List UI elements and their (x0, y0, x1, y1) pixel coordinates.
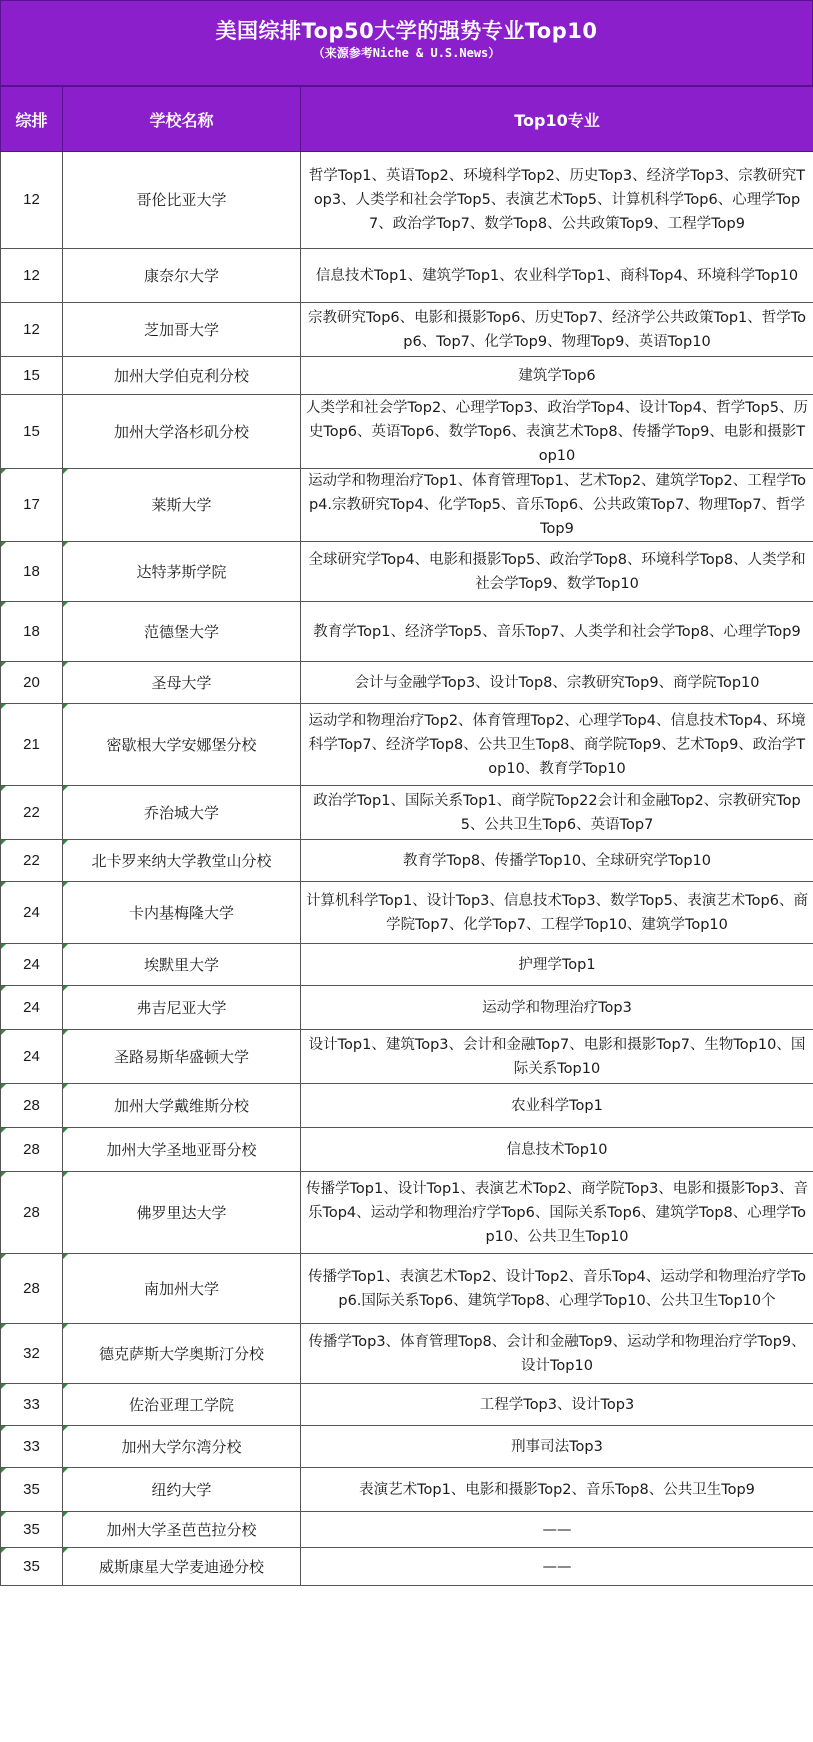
table-row (1, 1128, 813, 1172)
school-name-cell[interactable]: 加州大学尔湾分校 (63, 1426, 301, 1468)
rank-cell[interactable]: 24 (1, 944, 63, 986)
school-name-cell[interactable]: 加州大学圣芭芭拉分校 (63, 1512, 301, 1548)
top-majors-cell[interactable]: 运动学和物理治疗Top3 (301, 986, 813, 1030)
top-majors-cell[interactable]: 传播学Top3、体育管理Top8、会计和金融Top9、运动学和物理治疗学Top9、设计Top10 (301, 1324, 813, 1384)
rank-cell[interactable]: 28 (1, 1254, 63, 1324)
school-name-cell[interactable]: 加州大学戴维斯分校 (63, 1084, 301, 1128)
table-row (1, 1426, 813, 1468)
header-majors[interactable]: Top10专业 (301, 87, 813, 152)
table-row (1, 152, 813, 249)
top-majors-cell[interactable]: 人类学和社会学Top2、心理学Top3、政治学Top4、设计Top4、哲学Top5、历史Top6、英语Top6、数学Top6、表演艺术Top8、传播学Top9、电影和摄影Top10 (301, 395, 813, 469)
table-row (1, 1548, 813, 1586)
top-majors-cell[interactable]: 信息技术Top10 (301, 1128, 813, 1172)
rank-cell[interactable]: 22 (1, 786, 63, 840)
rank-cell[interactable]: 12 (1, 303, 63, 357)
table-row (1, 662, 813, 704)
rank-cell[interactable]: 32 (1, 1324, 63, 1384)
school-name-cell[interactable]: 威斯康星大学麦迪逊分校 (63, 1548, 301, 1586)
school-name-cell[interactable]: 北卡罗来纳大学教堂山分校 (63, 840, 301, 882)
top-majors-cell[interactable]: —— (301, 1548, 813, 1586)
rank-cell[interactable]: 18 (1, 602, 63, 662)
school-name-cell[interactable]: 佛罗里达大学 (63, 1172, 301, 1254)
rank-cell[interactable]: 15 (1, 395, 63, 469)
top-majors-cell[interactable]: 建筑学Top6 (301, 357, 813, 395)
table-row (1, 786, 813, 840)
table-row (1, 1512, 813, 1548)
school-name-cell[interactable]: 卡内基梅隆大学 (63, 882, 301, 944)
rank-cell[interactable]: 33 (1, 1426, 63, 1468)
school-name-cell[interactable]: 加州大学伯克利分校 (63, 357, 301, 395)
rank-cell[interactable]: 21 (1, 704, 63, 786)
top-majors-cell[interactable]: 宗教研究Top6、电影和摄影Top6、历史Top7、经济学公共政策Top1、哲学Top6、Top7、化学Top9、物理Top9、英语Top10 (301, 303, 813, 357)
top-majors-cell[interactable]: 工程学Top3、设计Top3 (301, 1384, 813, 1426)
top-majors-cell[interactable]: 全球研究学Top4、电影和摄影Top5、政治学Top8、环境科学Top8、人类学和社会学Top9、数学Top10 (301, 542, 813, 602)
rank-cell[interactable]: 24 (1, 1030, 63, 1084)
top-majors-cell[interactable]: 设计Top1、建筑Top3、会计和金融Top7、电影和摄影Top7、生物Top10、国际关系Top10 (301, 1030, 813, 1084)
table-row (1, 1030, 813, 1084)
school-name-cell[interactable]: 埃默里大学 (63, 944, 301, 986)
rank-cell[interactable]: 18 (1, 542, 63, 602)
header-row (1, 87, 813, 152)
table-row (1, 882, 813, 944)
rank-cell[interactable]: 12 (1, 249, 63, 303)
top-majors-cell[interactable]: 会计与金融学Top3、设计Top8、宗教研究Top9、商学院Top10 (301, 662, 813, 704)
table-row (1, 1384, 813, 1426)
school-name-cell[interactable]: 圣路易斯华盛顿大学 (63, 1030, 301, 1084)
top-majors-cell[interactable]: 农业科学Top1 (301, 1084, 813, 1128)
header-school[interactable]: 学校名称 (63, 87, 301, 152)
rank-cell[interactable]: 33 (1, 1384, 63, 1426)
rank-cell[interactable]: 24 (1, 986, 63, 1030)
school-name-cell[interactable]: 密歇根大学安娜堡分校 (63, 704, 301, 786)
top-majors-cell[interactable]: 教育学Top8、传播学Top10、全球研究学Top10 (301, 840, 813, 882)
top-majors-cell[interactable]: 哲学Top1、英语Top2、环境科学Top2、历史Top3、经济学Top3、宗教研究Top3、人类学和社会学Top5、表演艺术Top5、计算机科学Top6、心理学Top7、政治学Top7、数学Top8、公共政策Top9、工程学Top9 (301, 152, 813, 249)
rank-cell[interactable]: 28 (1, 1172, 63, 1254)
table-row (1, 542, 813, 602)
top-majors-cell[interactable]: 计算机科学Top1、设计Top3、信息技术Top3、数学Top5、表演艺术Top6、商学院Top7、化学Top7、工程学Top10、建筑学Top10 (301, 882, 813, 944)
school-name-cell[interactable]: 乔治城大学 (63, 786, 301, 840)
top-majors-cell[interactable]: —— (301, 1512, 813, 1548)
rank-cell[interactable]: 12 (1, 152, 63, 249)
table-row (1, 1084, 813, 1128)
rank-cell[interactable]: 28 (1, 1128, 63, 1172)
school-name-cell[interactable]: 哥伦比亚大学 (63, 152, 301, 249)
rank-cell[interactable]: 20 (1, 662, 63, 704)
school-name-cell[interactable]: 加州大学洛杉矶分校 (63, 395, 301, 469)
school-name-cell[interactable]: 加州大学圣地亚哥分校 (63, 1128, 301, 1172)
top-majors-cell[interactable]: 刑事司法Top3 (301, 1426, 813, 1468)
top-majors-cell[interactable]: 运动学和物理治疗Top2、体育管理Top2、心理学Top4、信息技术Top4、环境科学Top7、经济学Top8、公共卫生Top8、商学院Top9、艺术Top9、政治学Top10、教育学Top10 (301, 704, 813, 786)
table-row (1, 602, 813, 662)
top-majors-cell[interactable]: 信息技术Top1、建筑学Top1、农业科学Top1、商科Top4、环境科学Top10 (301, 249, 813, 303)
top-majors-cell[interactable]: 护理学Top1 (301, 944, 813, 986)
table-row (1, 944, 813, 986)
table-row (1, 249, 813, 303)
table-row (1, 469, 813, 542)
title-banner (0, 0, 813, 86)
school-name-cell[interactable]: 纽约大学 (63, 1468, 301, 1512)
school-name-cell[interactable]: 佐治亚理工学院 (63, 1384, 301, 1426)
school-name-cell[interactable]: 芝加哥大学 (63, 303, 301, 357)
top-majors-cell[interactable]: 传播学Top1、设计Top1、表演艺术Top2、商学院Top3、电影和摄影Top3、音乐Top4、运动学和物理治疗学Top6、国际关系Top6、建筑学Top8、心理学Top10、公共卫生Top10 (301, 1172, 813, 1254)
rank-cell[interactable]: 22 (1, 840, 63, 882)
sheet-title: 美国综排Top50大学的强势专业Top10 (215, 19, 598, 43)
rank-cell[interactable]: 24 (1, 882, 63, 944)
top-majors-cell[interactable]: 政治学Top1、国际关系Top1、商学院Top22会计和金融Top2、宗教研究Top5、公共卫生Top6、英语Top7 (301, 786, 813, 840)
top-majors-cell[interactable]: 传播学Top1、表演艺术Top2、设计Top2、音乐Top4、运动学和物理治疗学Top6.国际关系Top6、建筑学Top8、心理学Top10、公共卫生Top10个 (301, 1254, 813, 1324)
rank-cell[interactable]: 28 (1, 1084, 63, 1128)
school-name-cell[interactable]: 康奈尔大学 (63, 249, 301, 303)
rank-cell[interactable]: 17 (1, 469, 63, 542)
school-name-cell[interactable]: 南加州大学 (63, 1254, 301, 1324)
table-row (1, 1254, 813, 1324)
school-name-cell[interactable]: 弗吉尼亚大学 (63, 986, 301, 1030)
sheet-subtitle: （来源参考Niche & U.S.News） (312, 46, 501, 60)
school-name-cell[interactable]: 达特茅斯学院 (63, 542, 301, 602)
table-row (1, 1324, 813, 1384)
rank-cell[interactable]: 35 (1, 1512, 63, 1548)
table-row (1, 303, 813, 357)
school-name-cell[interactable]: 莱斯大学 (63, 469, 301, 542)
top-majors-cell[interactable]: 运动学和物理治疗Top1、体育管理Top1、艺术Top2、建筑学Top2、工程学Top4.宗教研究Top4、化学Top5、音乐Top6、公共政策Top7、物理Top7、哲学Top9 (301, 469, 813, 542)
table-row (1, 986, 813, 1030)
table-row (1, 704, 813, 786)
school-name-cell[interactable]: 圣母大学 (63, 662, 301, 704)
majors-table (0, 86, 813, 1586)
table-row (1, 1172, 813, 1254)
school-name-cell[interactable]: 范德堡大学 (63, 602, 301, 662)
school-name-cell[interactable]: 德克萨斯大学奥斯汀分校 (63, 1324, 301, 1384)
top-majors-cell[interactable]: 表演艺术Top1、电影和摄影Top2、音乐Top8、公共卫生Top9 (301, 1468, 813, 1512)
table-row (1, 357, 813, 395)
table-row (1, 395, 813, 469)
rank-cell[interactable]: 35 (1, 1468, 63, 1512)
top-majors-cell[interactable]: 教育学Top1、经济学Top5、音乐Top7、人类学和社会学Top8、心理学Top9 (301, 602, 813, 662)
rank-cell[interactable]: 35 (1, 1548, 63, 1586)
table-body (1, 152, 813, 1586)
table-row (1, 1468, 813, 1512)
rank-cell[interactable]: 15 (1, 357, 63, 395)
table-row (1, 840, 813, 882)
header-rank[interactable]: 综排 (1, 87, 63, 152)
